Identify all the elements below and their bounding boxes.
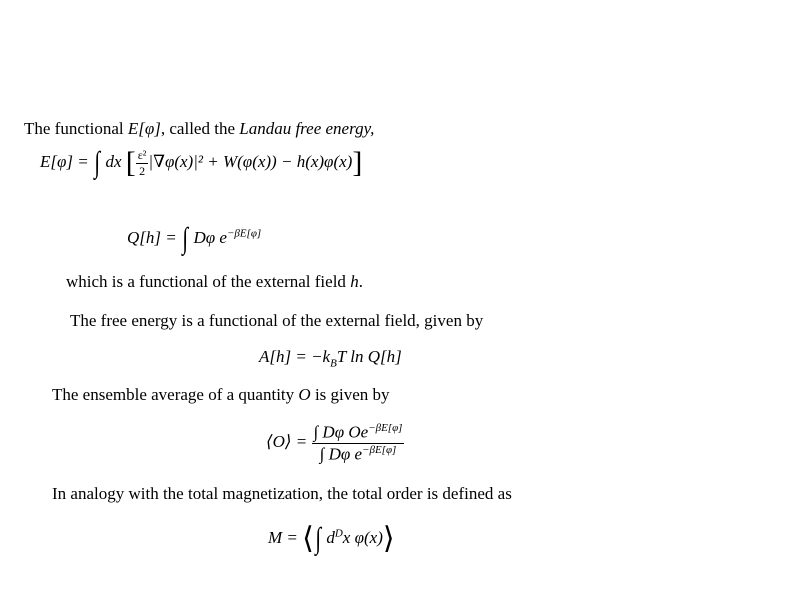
average-lhs: ⟨O⟩ = xyxy=(266,432,312,452)
integral-sign: ∫ xyxy=(182,222,188,255)
average-denominator xyxy=(312,443,405,465)
free-energy-rest: T ln Q[h] xyxy=(336,347,402,366)
field-text: which is a functional of the external field xyxy=(66,272,351,291)
left-bracket: [ xyxy=(125,146,136,179)
average-numerator xyxy=(312,422,405,443)
average-numerator-body: ∫ Dφ Oe xyxy=(313,422,369,442)
integral-sign: ∫ xyxy=(315,522,321,555)
average-numerator-exp: −βE[φ] xyxy=(368,422,403,434)
landau-fraction xyxy=(136,148,149,179)
intro-line xyxy=(24,119,374,139)
average-denominator-exp: −βE[φ] xyxy=(362,443,397,456)
free-energy-lhs: A[h] = −k xyxy=(259,347,331,366)
partition-equation xyxy=(127,222,261,256)
fraction-numerator: ε² xyxy=(137,147,147,162)
free-energy-equation xyxy=(259,347,402,369)
boltzmann-subscript: B xyxy=(330,357,337,370)
integral-sign: ∫ xyxy=(94,146,100,179)
free-energy-line: The free energy is a functional of the external field, given by xyxy=(70,311,484,330)
field-var: h xyxy=(350,272,359,291)
landau-equation xyxy=(40,146,362,180)
ensemble-line xyxy=(52,385,390,405)
intro-name: Landau free energy, xyxy=(239,119,375,138)
partition-body: Dφ e xyxy=(193,227,227,247)
average-fraction xyxy=(312,422,405,464)
ensemble-suffix: is given by xyxy=(310,385,390,404)
average-denominator-body: ∫ Dφ e xyxy=(319,444,363,464)
analogy-line: In analogy with the total magnetization, the total order is defined as xyxy=(52,484,512,503)
order-d: d xyxy=(326,527,335,547)
intro-mid: , called the xyxy=(160,119,240,138)
landau-rest: |∇φ(x)|² + W(φ(x)) − h(x)φ(x) xyxy=(148,151,353,171)
average-equation xyxy=(266,422,404,464)
order-lhs: M = xyxy=(268,527,303,547)
right-angle: ⟩ xyxy=(382,522,395,555)
order-equation xyxy=(268,522,395,556)
partition-exponent: −βE[φ] xyxy=(226,227,262,240)
ensemble-var: O xyxy=(298,385,311,404)
order-rest: x φ(x) xyxy=(342,527,383,547)
landau-lhs: E[φ] = xyxy=(40,151,93,171)
ensemble-prefix: The ensemble average of a quantity xyxy=(52,385,299,404)
landau-dx: dx xyxy=(105,151,122,171)
partition-lhs: Q[h] = xyxy=(127,227,181,247)
intro-prefix: The functional xyxy=(24,119,128,138)
left-angle: ⟨ xyxy=(302,522,314,555)
order-dimension: D xyxy=(334,527,343,540)
field-line xyxy=(66,272,363,292)
field-end: . xyxy=(358,272,363,291)
right-bracket: ] xyxy=(352,146,363,179)
fraction-denominator: 2 xyxy=(136,163,149,179)
intro-functional: E[φ] xyxy=(127,119,161,138)
